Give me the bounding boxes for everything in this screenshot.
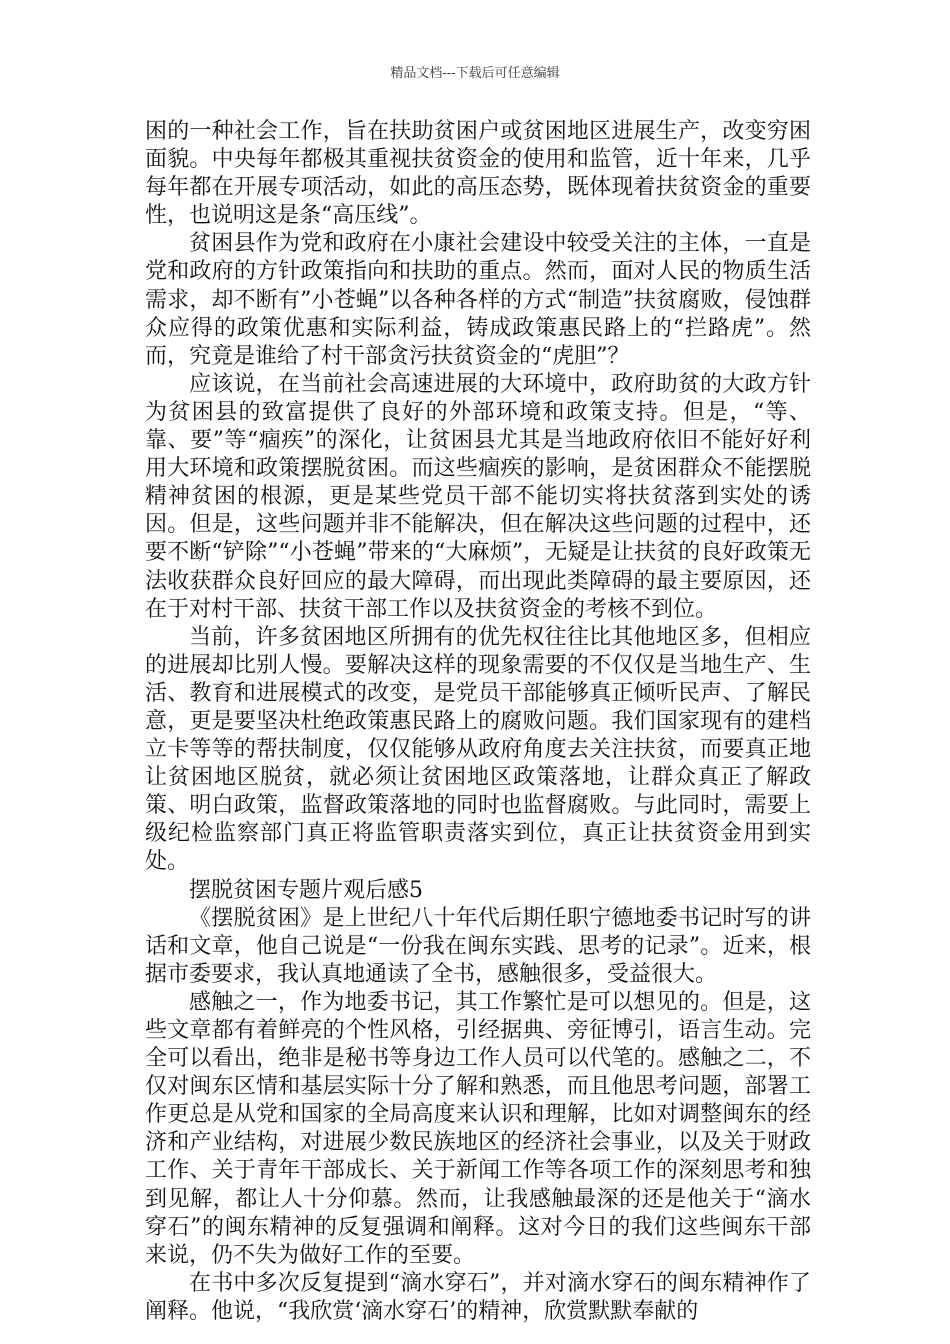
paragraph: 在书中多次反复提到“滴水穿石”，并对滴水穿石的闽东精神作了阐释。他说，“我欣赏‘滴水穿石’的精神，欣赏默默奉献的 xyxy=(145,1270,811,1324)
paragraph: 《摆脱贫困》是上世纪八十年代后期任职宁德地委书记时写的讲话和文章，他自己说是“一份我在闽东实践、思考的记录”。近来，根据市委要求，我认真地通读了全书，感触很多，受益很大。 xyxy=(145,905,811,987)
section-heading: 摆脱贫困专题片观后感5 xyxy=(189,877,423,903)
paragraph: 感触之一，作为地委书记，其工作繁忙是可以想见的。但是，这些文章都有着鲜亮的个性风格，引经据典、旁征博引，语言生动。完全可以看出，绝非是秘书等身边工作人员可以代笔的。感触之二，不仅对闽东区情和基层实际十分了解和熟悉，而且他思考问题，部署工作更总是从党和国家的全局高度来认识和理解，比如对调整闽东的经济和产业结构，对进展少数民族地区的经济社会事业，以及关于财政工作、关于青年干部成长、关于新闻工作等各项工作的深刻思考和独到见解，都让人十分仰慕。然而，让我感触最深的还是他关于“滴水穿石”的闽东精神的反复强调和阐释。这对今日的我们这些闽东干部来说，仍不失为做好工作的至要。 xyxy=(145,989,811,1268)
document-body xyxy=(145,118,811,1326)
paragraph: 贫困县作为党和政府在小康社会建设中较受关注的主体，一直是党和政府的方针政策指向和扶助的重点。然而，面对人民的物质生活需求，却不断有”小苍蝇”以各种各样的方式“制造”扶贫腐败，侵蚀群众应得的政策优惠和实际利益，铸成政策惠民路上的“拦路虎”。然而，究竟是谁给了村干部贪污扶贫资金的“虎胆”？ xyxy=(145,231,811,369)
paragraph: 应该说，在当前社会高速进展的大环境中，政府助贫的大政方针为贫困县的致富提供了良好的外部环境和政策支持。但是，“等、靠、要”等“痼疾”的深化，让贫困县尤其是当地政府依旧不能好好利用大环境和政策摆脱贫困。而这些痼疾的影响，是贫困群众不能摆脱精神贫困的根源，更是某些党员干部不能切实将扶贫落到实处的诱因。但是，这些问题并非不能解决，但在解决这些问题的过程中，还要不断“铲除”“小苍蝇”带来的“大麻烦”，无疑是让扶贫的良好政策无法收获群众良好回应的最大障碍，而出现此类障碍的最主要原因，还在于对村干部、扶贫干部工作以及扶贫资金的考核不到位。 xyxy=(145,371,811,622)
paragraph-continuation: 困的一种社会工作，旨在扶助贫困户或贫困地区进展生产，改变穷困面貌。中央每年都极其重视扶贫资金的使用和监管，近十年来，几乎每年都在开展专项活动，如此的高压态势，既体现着扶贫资金的重要性，也说明这是条“高压线”。 xyxy=(145,119,811,229)
paragraph: 当前，许多贫困地区所拥有的优先权往往比其他地区多，但相应的进展却比别人慢。要解决这样的现象需要的不仅仅是当地生产、生活、教育和进展模式的改变，是党员干部能够真正倾听民声、了解民意，更是要坚决杜绝政策惠民路上的腐败问题。我们国家现有的建档立卡等等的帮扶制度，仅仅能够从政府角度去关注扶贫，而要真正地让贫困地区脱贫，就必须让贫困地区政策落地，让群众真正了解政策、明白政策，监督政策落地的同时也监督腐败。与此同时，需要上级纪检监察部门真正将监管职责落实到位，真正让扶贫资金用到实处。 xyxy=(145,624,811,875)
page-header-watermark: 精品文档---下载后可任意编辑 xyxy=(390,66,560,81)
